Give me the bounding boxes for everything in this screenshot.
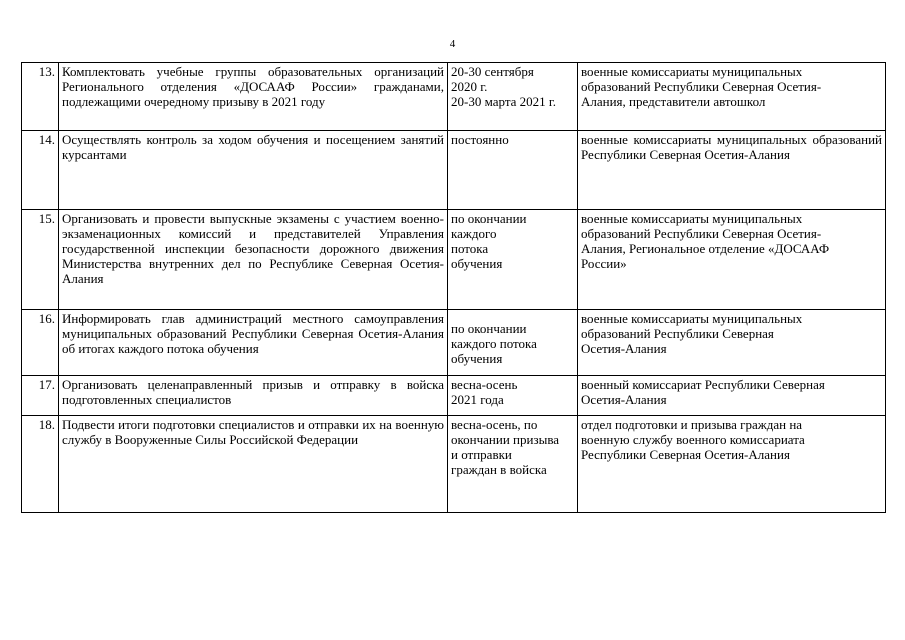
responsible-cell: военные комиссариаты муниципальных образований Республики Северная Осетия- Алания, представители автошкол (578, 63, 886, 131)
row-number: 15. (22, 210, 59, 310)
term-cell: по окончании каждого потока обучения (448, 310, 578, 376)
table-row (22, 210, 886, 310)
task-cell: Организовать целенаправленный призыв и отправку в войска подготовленных специалистов (59, 376, 448, 416)
task-cell: Подвести итоги подготовки специалистов и отправки их на военную службу в Вооруженные Силы Российской Федерации (59, 416, 448, 513)
table-row (22, 416, 886, 513)
term-cell: весна-осень 2021 года (448, 376, 578, 416)
row-number: 16. (22, 310, 59, 376)
row-number: 14. (22, 131, 59, 210)
task-cell: Информировать глав администраций местного самоуправления муниципальных образований Республики Северная Осетия-Алания об итогах каждого потока обучения (59, 310, 448, 376)
term-cell: постоянно (448, 131, 578, 210)
task-cell: Комплектовать учебные группы образовательных организаций Регионального отделения «ДОСААФ России» гражданами, подлежащими очередному призыву в 2021 году (59, 63, 448, 131)
table-row (22, 63, 886, 131)
row-number: 13. (22, 63, 59, 131)
plan-table (21, 62, 886, 513)
term-cell: по окончании каждого потока обучения (448, 210, 578, 310)
table-row (22, 131, 886, 210)
task-cell: Осуществлять контроль за ходом обучения и посещением занятий курсантами (59, 131, 448, 210)
table-row (22, 310, 886, 376)
page-number: 4 (449, 38, 456, 50)
term-cell: весна-осень, по окончании призыва и отправки граждан в войска (448, 416, 578, 513)
task-cell: Организовать и провести выпускные экзамены с участием военно-экзаменационных комиссий и представителей Управления государственной инспекции безопасности дорожного движения Министерства внутренних дел по Республике Северная Осетия-Алания (59, 210, 448, 310)
responsible-cell: военные комиссариаты муниципальных образований Республики Северная Осетия-Алания (578, 310, 886, 376)
term-cell: 20-30 сентября 2020 г. 20-30 марта 2021 г. (448, 63, 578, 131)
row-number: 17. (22, 376, 59, 416)
row-number: 18. (22, 416, 59, 513)
responsible-cell: отдел подготовки и призыва граждан на военную службу военного комиссариата Республики Северная Осетия-Алания (578, 416, 886, 513)
responsible-cell: военный комиссариат Республики Северная Осетия-Алания (578, 376, 886, 416)
responsible-cell: военные комиссариаты муниципальных образований Республики Северная Осетия- Алания, Региональное отделение «ДОСААФ России» (578, 210, 886, 310)
table-row (22, 376, 886, 416)
responsible-cell: военные комиссариаты муниципальных образований Республики Северная Осетия-Алания (578, 131, 886, 210)
